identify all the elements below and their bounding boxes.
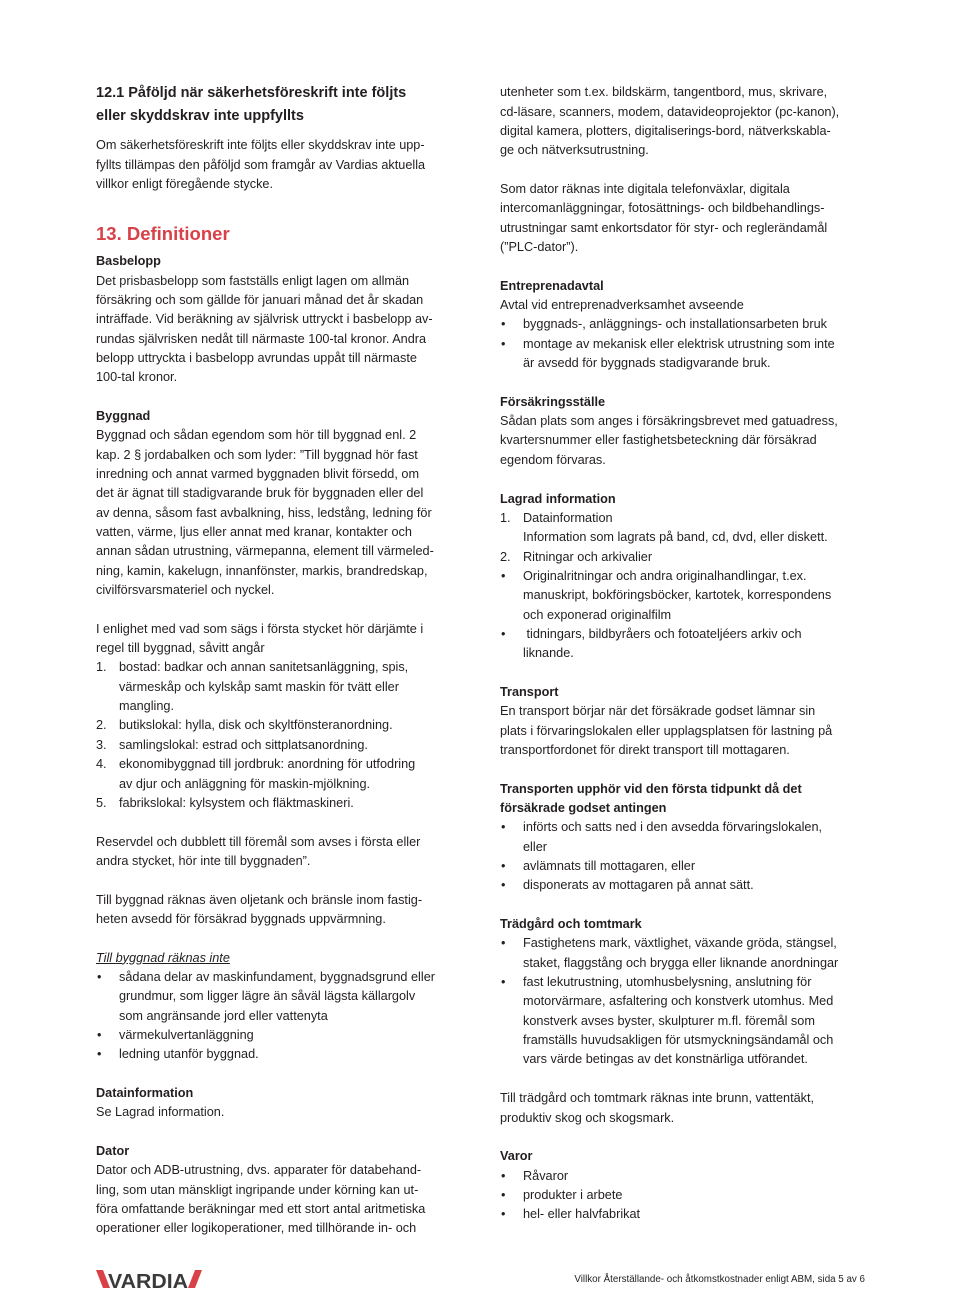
- byggnad-spare-parts-text: Reservdel och dubblett till föremål som avses i första eller andra stycket, hör inte till byggnaden”.: [96, 834, 421, 868]
- term-text: Sådan plats som anges i försäkringsbrevet med gatuadress, kvartersnummer eller fastighetsbeteckning där försäkrad egendom förvaras.: [500, 414, 838, 467]
- list-item-text: samlingslokal: estrad och sittplatsanordning.: [119, 737, 368, 752]
- list-item: [96, 658, 488, 716]
- bullet-icon: [500, 1186, 523, 1205]
- list-item-text: ekonomibyggnad till jordbruk: anordning för utfodring av djur och anläggning för maskin-mjölkning.: [119, 757, 416, 791]
- bullet-icon: [500, 567, 523, 625]
- byggnad-oil-text: Till byggnad räknas även oljetank och bränsle inom fastig- heten avsedd för försäkrad byggnads uppvärmning.: [96, 892, 423, 926]
- list-item: [500, 1205, 940, 1224]
- term-heading: Byggnad: [96, 408, 151, 423]
- term-text: Dator och ADB-utrustning, dvs. apparater för databehand- ling, som utan mänskligt ingripande under körning kan ut- föra omfattande beräkningar med ett stort antal aritmetiska operationer eller logikoperationer, med tillhörande in- och: [96, 1163, 426, 1236]
- list-item: [500, 315, 940, 334]
- list-item-text: fast lekutrustning, utomhusbelysning, anslutning för motorvärmare, asfaltering och konstverk utomhus. Med konstverk avses byster, skulpturer m.fl. föremål som framställs huvudsakligen för utsmyckningsändamål och vars värde betingas av det konstnärliga utförandet.: [523, 975, 834, 1067]
- term-text: Byggnad och sådan egendom som hör till byggnad enl. 2 kap. 2 § jordabalken och som lyder: ”Till byggnad hör fast inredning och annat varmed byggnaden blivit försedd, om det är ägnat till stadigvarande bruk för byggnaden eller del av denna, såsom fast avbalkning, hiss, ledstång, ledning för vatten, värme, ljus eller annat med kranar, kontakter och annan sådan utrustning, värmepanna, element till värmeled- ning, kamin, kakelugn, innanfönster, markis, brandredskap, civilförsvarsmateriel och nyckel.: [96, 428, 434, 598]
- list-item-text: montage av mekanisk eller elektrisk utrustning som inte är avsedd för byggnads stadigvarande bruk.: [523, 336, 835, 371]
- list-item-text: Fastighetens mark, växtlighet, växande gröda, stängsel, staket, flaggstång och brygga eller liknande anordningar: [523, 936, 839, 970]
- list-item-text: sådana delar av maskinfundament, byggnadsgrund eller grundmur, som ligger lägre än såväl lägsta källargolv som angränsande jord eller vattenyta: [119, 969, 435, 1023]
- list-item-text: Datainformation: [523, 510, 613, 525]
- list-item: [500, 818, 940, 857]
- list-item: [96, 968, 488, 1026]
- term-heading: Transport: [500, 684, 559, 699]
- list-item: [96, 794, 488, 813]
- definition-dator: [96, 1142, 488, 1239]
- bullet-icon: [500, 876, 523, 895]
- list-item-text: Råvaror: [523, 1168, 569, 1183]
- logo-right-slash-icon: [188, 1270, 202, 1288]
- list-number: 3.: [96, 737, 107, 752]
- list-item: [500, 857, 940, 876]
- bullet-icon: [500, 857, 523, 876]
- list-item-text: avlämnats till mottagaren, eller: [523, 859, 696, 874]
- definition-forsakringsstalle: [500, 393, 940, 470]
- list-item: [96, 716, 488, 735]
- list-item: [500, 335, 940, 374]
- list-item-text: byggnads-, anläggnings- och installationsarbeten bruk: [523, 317, 827, 332]
- section-12-1-heading: 12.1 Påföljd när säkerhetsföreskrift inte följts eller skyddskrav inte uppfyllts: [96, 84, 407, 124]
- term-heading: Datainformation: [96, 1086, 194, 1100]
- byggnad-exclusions-heading: Till byggnad räknas inte: [96, 950, 230, 965]
- list-number: 2.: [500, 549, 511, 564]
- list-item: [96, 1045, 488, 1064]
- term-text: Se Lagrad information.: [96, 1105, 225, 1120]
- term-heading: Lagrad information: [500, 491, 616, 506]
- list-item-text: tidningars, bildbyråers och fotoateljéers arkiv och liknande.: [523, 626, 802, 661]
- list-item: [500, 625, 940, 664]
- bullet-icon: [500, 625, 523, 664]
- bullet-icon: [96, 968, 119, 1026]
- right-column: [500, 83, 940, 1224]
- bullet-icon: [96, 1026, 119, 1045]
- vardia-logo: [95, 1267, 205, 1291]
- list-number: 4.: [96, 757, 107, 772]
- page-footer-text: Villkor Återställande- och åtkomstkostnader enligt ABM, sida 5 av 6: [574, 1274, 865, 1285]
- left-column: [96, 82, 488, 1239]
- list-number: 1.: [96, 660, 107, 675]
- term-text: En transport börjar när det försäkrade godset lämnar sin plats i förvaringslokalen eller upplagsplatsen för lastning på transportfordonet för direkt transport till mottagaren.: [500, 704, 833, 757]
- list-item: [96, 1026, 488, 1045]
- logo-wordmark: VARDIA: [108, 1271, 188, 1291]
- definition-transport: [500, 683, 940, 760]
- term-heading: Trädgård och tomtmark: [500, 917, 642, 932]
- list-item: [500, 509, 940, 528]
- definition-datainformation: [96, 1084, 488, 1123]
- list-item-text: införts och satts ned i den avsedda förvaringslokalen, eller: [523, 820, 823, 854]
- list-number: 1.: [500, 510, 511, 525]
- list-item-text: ledning utanför byggnad.: [119, 1047, 259, 1062]
- section-13-heading: 13. Definitioner: [96, 222, 230, 244]
- term-heading: Transporten upphör vid den första tidpunkt då det försäkrade godset antingen: [500, 781, 802, 816]
- bullet-icon: [500, 1205, 523, 1224]
- dator-exclusions-text: Som dator räknas inte digitala telefonväxlar, digitala intercomanläggningar, fotosättnings- och bildbehandlings- utrustningar samt enkortsdator för styr- och reglerändamål (”PLC-dator”).: [500, 182, 828, 255]
- list-item-text: produkter i arbete: [523, 1187, 623, 1202]
- bullet-icon: [500, 1167, 523, 1186]
- term-heading: Dator: [96, 1144, 130, 1159]
- list-item: [500, 1167, 940, 1186]
- list-item: [500, 934, 940, 973]
- list-item-text: fabrikslokal: kylsystem och fläktmaskineri.: [119, 795, 354, 810]
- byggnad-scope-text: I enlighet med vad som sägs i första stycket hör därjämte i regel till byggnad, såvitt angår: [96, 621, 424, 656]
- list-item-text: hel- eller halvfabrikat: [523, 1207, 641, 1222]
- bullet-icon: [500, 934, 523, 973]
- byggnad-numbered-list: [96, 658, 488, 813]
- list-item: [96, 755, 488, 794]
- list-item: [500, 567, 940, 625]
- list-item: [500, 973, 940, 1070]
- list-item: [96, 736, 488, 755]
- list-item: [500, 1186, 940, 1205]
- term-heading: Entreprenadavtal: [500, 278, 604, 293]
- list-number: 5.: [96, 795, 107, 810]
- list-item-text: bostad: badkar och annan sanitetsanläggning, spis, värmeskåp och kylskåp samt maskin för tvätt eller mangling.: [119, 660, 409, 714]
- term-heading: Varor: [500, 1149, 533, 1164]
- bullet-icon: [500, 335, 523, 374]
- list-item-subtext: Information som lagrats på band, cd, dvd, eller diskett.: [523, 530, 828, 545]
- definition-varor: [500, 1147, 940, 1224]
- list-item-text: Ritningar och arkivalier: [523, 549, 653, 564]
- section-12-1-text: Om säkerhetsföreskrift inte följts eller skyddskrav inte upp- fyllts tillämpas den påföljd som framgår av Vardias aktuella villkor enligt föregående stycke.: [96, 138, 426, 191]
- list-number: 2.: [96, 718, 107, 733]
- term-heading: Försäkringsställe: [500, 394, 606, 409]
- list-item-text: Originalritningar och andra originalhandlingar, t.ex. manuskript, bokföringsböcker, kartotek, korrespondens och exponerad originalfilm: [523, 568, 832, 622]
- list-item-text: butikslokal: hylla, disk och skyltfönsteranordning.: [119, 718, 393, 733]
- list-item-text: värmekulvertanläggning: [119, 1027, 254, 1042]
- list-item-text: disponerats av mottagaren på annat sätt.: [523, 878, 754, 893]
- term-heading: Basbelopp: [96, 254, 161, 269]
- bullet-icon: [500, 315, 523, 334]
- definition-entreprenadavtal: [500, 277, 940, 374]
- definition-byggnad: [96, 407, 488, 1065]
- definition-lagrad-information: [500, 490, 940, 664]
- term-text: Avtal vid entreprenadverksamhet avseende: [500, 298, 744, 313]
- definition-transport-end: [500, 780, 940, 896]
- term-text: Det prisbasbelopp som fastställs enligt lagen om allmän försäkring och som gällde för januari månad det år skadan inträffade. Vid beräkning av självrisk uttryckt i basbelopp av- rundas självrisken nedåt till närmaste 100-tal kronor. Andra belopp uttryckta i basbelopp avrundas uppåt till närmaste 100-tal kronor.: [96, 273, 433, 385]
- tradgard-exclusions-text: Till trädgård och tomtmark räknas inte brunn, vattentäkt, produktiv skog och skogsmark.: [500, 1091, 815, 1125]
- bullet-icon: [500, 818, 523, 857]
- list-item: [500, 548, 940, 567]
- definition-basbelopp: [96, 252, 488, 387]
- dator-continuation-text: utenheter som t.ex. bildskärm, tangentbord, mus, skrivare, cd-läsare, scanners, modem, datavideoprojektor (pc-kanon), digital kamera, plotters, digitaliserings-bord, nätverkskabla- ge och nätverksutrustning.: [500, 85, 840, 158]
- list-item: [500, 876, 940, 895]
- definition-tradgard-och-tomtmark: [500, 915, 940, 1128]
- bullet-icon: [500, 973, 523, 1070]
- byggnad-exclusions-list: [96, 968, 488, 1065]
- bullet-icon: [96, 1045, 119, 1064]
